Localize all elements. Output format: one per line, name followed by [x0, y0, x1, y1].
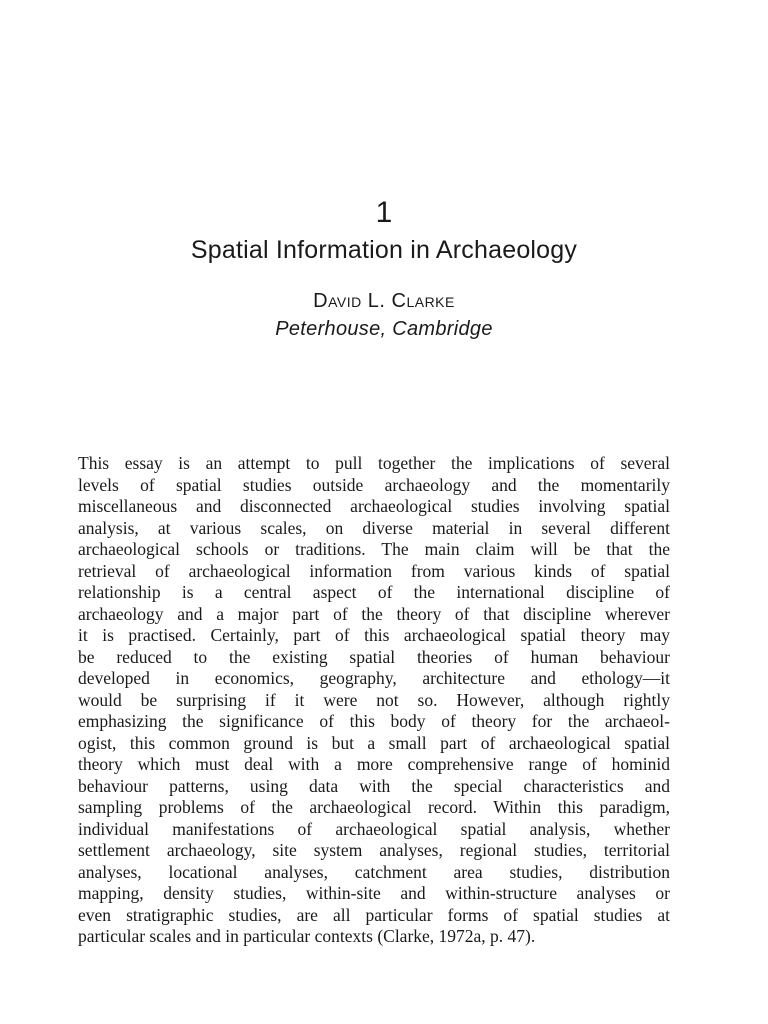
body-line: emphasizing the significance of this body of theory for the archaeol-	[78, 711, 670, 731]
body-line: mapping, density studies, within-site and within-structure analyses or	[78, 883, 670, 903]
body-line: levels of spatial studies outside archaeology and the momentarily	[78, 474, 670, 495]
author-name: David L. Clarke	[313, 290, 455, 312]
body-line: individual manifestations of archaeological spatial analysis, whether	[78, 818, 670, 839]
body-line: archaeological schools or traditions. The main claim will be that the	[78, 539, 670, 559]
chapter-title: Spatial Information in Archaeology	[190, 236, 578, 264]
body-line: developed in economics, geography, architecture and ethology—it	[78, 668, 670, 688]
body-line: theory which must deal with a more comprehensive range of hominid	[78, 754, 670, 774]
body-line: would be surprising if it were not so. However, although rightly	[78, 689, 670, 710]
body-line: miscellaneous and disconnected archaeological studies involving spatial	[78, 496, 670, 516]
body-line: settlement archaeology, site system analyses, regional studies, territorial	[78, 840, 670, 860]
body-line: ogist, this common ground is but a small part of archaeological spatial	[78, 732, 670, 753]
body-line: archaeology and a major part of the theory of that discipline wherever	[78, 603, 670, 624]
body-line: analyses, locational analyses, catchment area studies, distribution	[78, 861, 670, 882]
chapter-number: 1	[375, 196, 393, 229]
body-line: particular scales and in particular contexts (Clarke, 1972a, p. 47).	[78, 926, 536, 946]
body-line: relationship is a central aspect of the international discipline of	[78, 582, 670, 602]
body-line: retrieval of archaeological information from various kinds of spatial	[78, 560, 670, 581]
body-line: be reduced to the existing spatial theories of human behaviour	[78, 646, 670, 667]
body-line: sampling problems of the archaeological record. Within this paradigm,	[78, 797, 670, 817]
body-line: even stratigraphic studies, are all particular forms of spatial studies at	[78, 904, 670, 925]
author-affiliation: Peterhouse, Cambridge	[275, 318, 493, 340]
body-paragraph	[78, 453, 670, 948]
body-line: it is practised. Certainly, part of this archaeological spatial theory may	[78, 625, 670, 645]
body-line: analysis, at various scales, on diverse material in several different	[78, 517, 670, 538]
body-line: behaviour patterns, using data with the special characteristics and	[78, 775, 670, 796]
body-line: This essay is an attempt to pull together the implications of several	[78, 453, 670, 473]
